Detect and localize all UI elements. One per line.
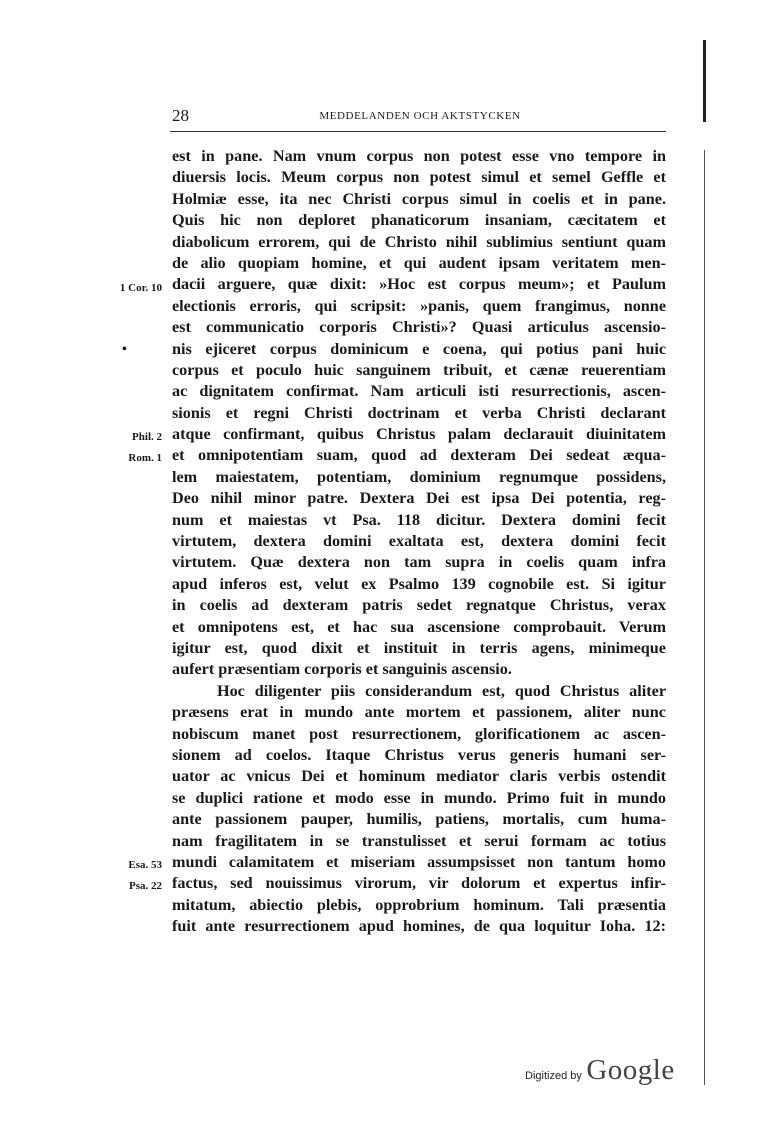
text-line: virtutem, dextera domini exaltata est, dextera domini fecit [172, 532, 666, 551]
text-line: mitatum, abiectio plebis, opprobrium hominum. Tali præsentia [172, 895, 666, 914]
scan-edge-mark [703, 40, 706, 122]
text-line: ante passionem pauper, humilis, patiens, mortalis, cum huma- [172, 810, 666, 829]
text-line: nis ejiceret corpus dominicum e coena, qui potius pani huic [172, 339, 666, 358]
text-line: uator ac vnicus Dei et hominum mediator claris verbis ostendit [172, 767, 666, 786]
text-line: diabolicum errorem, qui de Christo nihil sublimius sentiunt quam [172, 232, 666, 251]
text-line: num et maiestas vt Psa. 118 dicitur. Dextera domini fecit [172, 510, 666, 529]
text-line: de alio quopiam homine, et qui audent ipsam veritatem men- [172, 253, 666, 272]
text-line: apud inferos est, velut ex Psalmo 139 cognobile est. Si igitur [172, 574, 666, 593]
text-line: igitur est, quod dixit et instituit in terris agens, minimeque [172, 638, 666, 657]
scan-edge-line [704, 150, 705, 1085]
text-line: nam fragilitatem in se transtulisset et serui formam ac totius [172, 831, 666, 850]
text-line: atque confirmant, quibus Christus palam declarauit diuinitatem [172, 425, 666, 444]
watermark-prefix: Digitized by [525, 1070, 582, 1082]
body-text [172, 146, 666, 937]
margin-note-psa-22: Psa. 22 [129, 880, 162, 892]
text-line: et omnipotens est, et hac sua ascensione comprobauit. Verum [172, 617, 666, 636]
text-line: se duplici ratione et modo esse in mundo. Primo fuit in mundo [172, 788, 666, 807]
margin-note-phil-2: Phil. 2 [132, 431, 162, 443]
text-line: electionis erroris, qui scripsit: »panis, quem frangimus, nonne [172, 296, 666, 315]
google-logo: Google [586, 1054, 675, 1086]
text-line: virtutem. Quæ dextera non tam supra in coelis quam infra [172, 553, 666, 572]
text-line: præsens erat in mundo ante mortem et passionem, aliter nunc [172, 703, 666, 722]
text-line: factus, sed nouissimus virorum, vir dolorum et expertus infir- [172, 874, 666, 893]
margin-dot: • [122, 342, 127, 357]
paragraph-start-line: Hoc diligenter piis considerandum est, quod Christus aliter [217, 681, 666, 700]
text-line: diuersis locis. Meum corpus non potest simul et semel Geffle et [172, 168, 666, 187]
text-line: sionem ad coelos. Itaque Christus verus generis humani ser- [172, 745, 666, 764]
running-title: MEDDELANDEN OCH AKTSTYCKEN [319, 110, 521, 122]
text-line: dacii arguere, quæ dixit: »Hoc est corpus meum»; et Paulum [172, 275, 666, 294]
digitized-by-google-watermark [525, 1054, 675, 1087]
text-line: mundi calamitatem et miseriam assumpsisset non tantum homo [172, 852, 666, 871]
text-line: Holmiæ esse, ita nec Christi corpus simul in coelis et in pane. [172, 189, 666, 208]
text-line: fuit ante resurrectionem apud homines, de qua loquitur Ioha. 12: [172, 917, 666, 936]
text-line: in coelis ad dexteram patris sedet regnatque Christus, verax [172, 596, 666, 615]
header-rule [170, 131, 666, 132]
text-line: lem maiestatem, potentiam, dominium regnumque possidens, [172, 467, 666, 486]
page-number: 28 [172, 106, 189, 125]
text-line: Quis hic non deploret phanaticorum insaniam, cæcitatem et [172, 211, 666, 230]
text-line: ac dignitatem confirmat. Nam articuli isti resurrectionis, ascen- [172, 382, 666, 401]
text-line: aufert præsentiam corporis et sanguinis ascensio. [172, 660, 512, 679]
margin-note-rom-1: Rom. 1 [128, 452, 162, 464]
margin-note-1-cor-10: 1 Cor. 10 [119, 282, 162, 294]
text-line: sionis et regni Christi doctrinam et verba Christi declarant [172, 403, 666, 422]
margin-note-esa-53: Esa. 53 [128, 859, 162, 871]
text-line: et omnipotentiam suam, quod ad dexteram Dei sedeat æqua- [172, 446, 666, 465]
text-line: nobiscum manet post resurrectionem, glorificationem ac ascen- [172, 724, 666, 743]
text-line: est in pane. Nam vnum corpus non potest esse vno tempore in [172, 147, 666, 165]
text-line: Deo nihil minor patre. Dextera Dei est ipsa Dei potentia, reg- [172, 489, 666, 508]
text-line: est communicatio corporis Christi»? Quasi articulus ascensio- [172, 318, 666, 337]
text-line: corpus et poculo huic sanguinem tribuit, et cænæ reuerentiam [172, 360, 666, 379]
